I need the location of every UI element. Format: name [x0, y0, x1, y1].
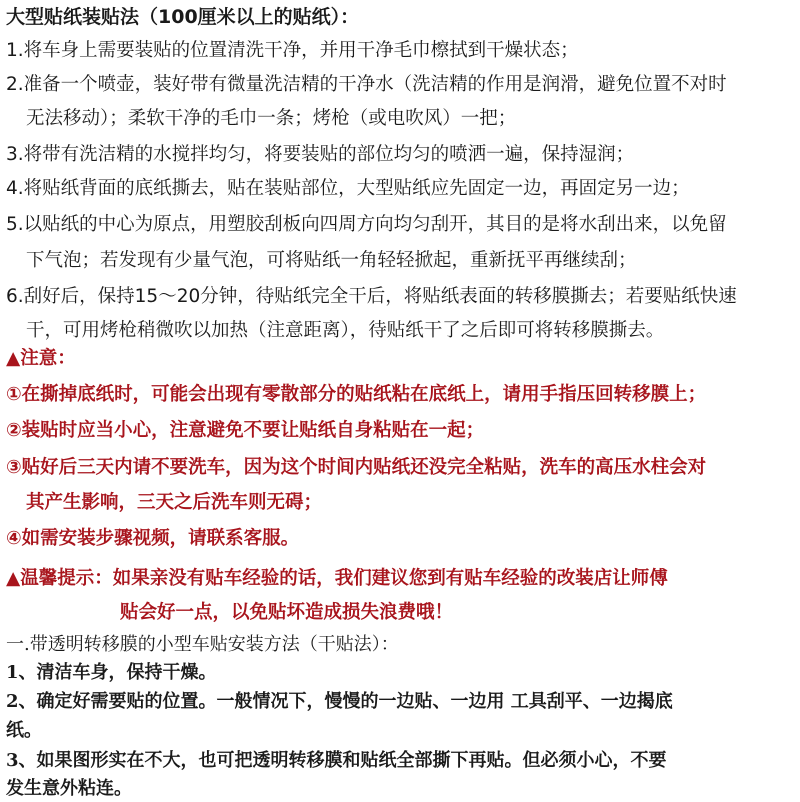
- notice-item-3-cont: 其产生影响，三天之后洗车则无碍；: [26, 492, 323, 513]
- notice-item-4: ④如需安装步骤视频，请联系客服。: [6, 528, 300, 549]
- tip-line-2: 贴会好一点，以免贴坏造成损失浪费哦！: [120, 602, 454, 623]
- dry-step-3-cont: 发生意外粘连。: [6, 778, 132, 799]
- step-4: 4.将贴纸背面的底纸撕去，贴在装贴部位，大型贴纸应先固定一边，再固定另一边；: [6, 178, 690, 199]
- step-2-cont: 无法移动）；柔软干净的毛巾一条；烤枪（或电吹风）一把；: [26, 108, 517, 129]
- dry-step-3: 3、如果图形实在不大，也可把透明转移膜和贴纸全部撕下再贴。但必须小心，不要: [6, 750, 667, 771]
- notice-item-2: ②装贴时应当小心，注意避免不要让贴纸自身粘贴在一起；: [6, 420, 485, 441]
- dry-step-1: 1、清洁车身，保持干燥。: [6, 662, 217, 683]
- dry-step-2-cont: 纸。: [6, 720, 42, 741]
- dry-step-2: 2、确定好需要贴的位置。一般情况下，慢慢的一边贴、一边用 工具刮平、一边揭底: [6, 691, 673, 712]
- step-5: 5.以贴纸的中心为原点，用塑胶刮板向四周方向均匀刮开，其目的是将水刮出来，以免留: [6, 214, 727, 235]
- dry-method-heading: 一.带透明转移膜的小型车贴安装方法（干贴法）：: [6, 634, 399, 655]
- notice-heading: ▲注意：: [6, 348, 76, 369]
- step-5-cont: 下气泡；若发现有少量气泡，可将贴纸一角轻轻掀起，重新抚平再继续刮；: [26, 250, 637, 271]
- step-1: 1.将车身上需要装贴的位置清洗干净，并用干净毛巾檫拭到干燥状态；: [6, 40, 579, 61]
- notice-item-1: ①在撕掉底纸时，可能会出现有零散部分的贴纸粘在底纸上，请用手指压回转移膜上；: [6, 384, 707, 405]
- step-3: 3.将带有洗洁精的水搅拌均匀，将要装贴的部位均匀的喷洒一遍，保持湿润；: [6, 144, 635, 165]
- step-6-cont: 干，可用烤枪稍微吹以加热（注意距离），待贴纸干了之后即可将转移膜撕去。: [26, 320, 665, 341]
- notice-item-3: ③贴好后三天内请不要洗车，因为这个时间内贴纸还没完全粘贴，洗车的高压水柱会对: [6, 457, 707, 478]
- page-title: 大型贴纸装贴法（100厘米以上的贴纸）：: [6, 6, 360, 28]
- step-2: 2.准备一个喷壶，装好带有微量洗洁精的干净水（洗洁精的作用是润滑，避免位置不对时: [6, 74, 727, 95]
- step-6: 6.刮好后，保持15～20分钟，待贴纸完全干后，将贴纸表面的转移膜撕去；若要贴纸快速: [6, 286, 737, 307]
- tip-line-1: ▲温馨提示：如果亲没有贴车经验的话，我们建议您到有贴车经验的改装店让师傅: [6, 568, 668, 589]
